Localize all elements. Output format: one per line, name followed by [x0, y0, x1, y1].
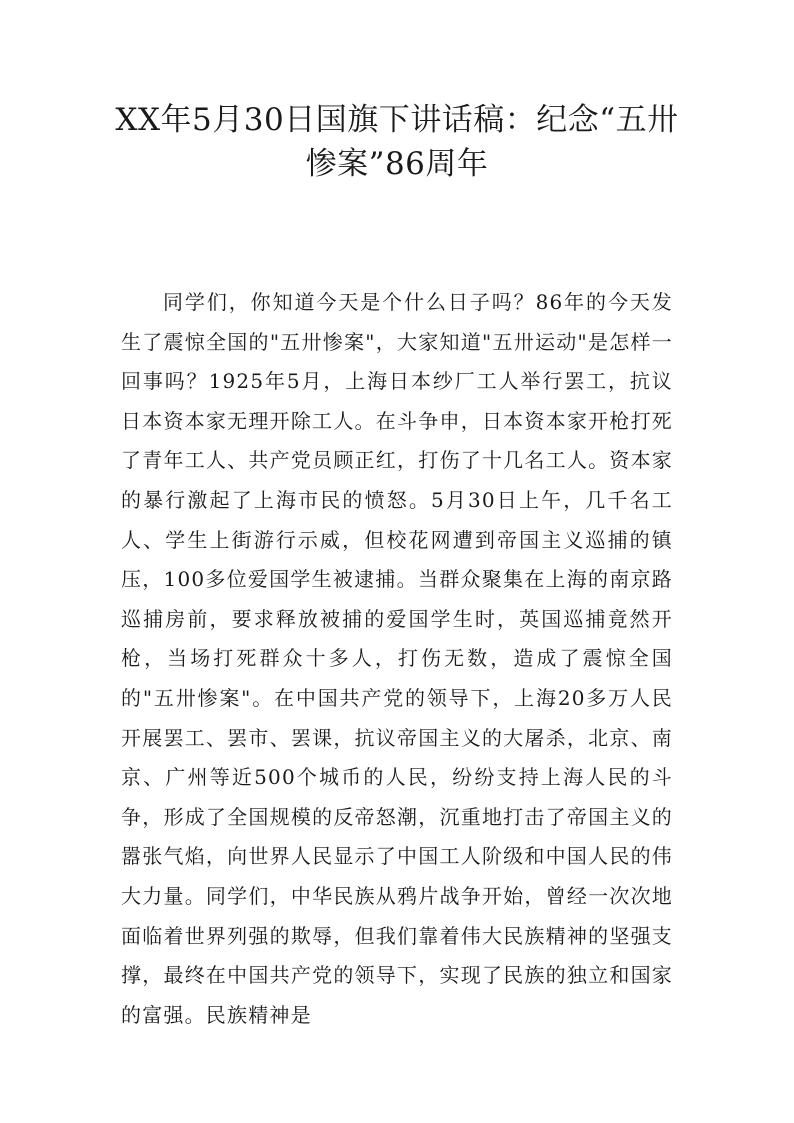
document-title: XX年5月30日国旗下讲话稿：纪念“五卅惨案”86周年: [115, 102, 679, 182]
body-paragraph: 同学们，你知道今天是个什么日子吗？86年的今天发生了震惊全国的"五卅惨案"，大家知道"五卅运动"是怎样一回事吗？1925年5月，上海日本纱厂工人举行罢工，抗议日本资本家无理开除工人。在斗争申，日本资本家开枪打死了青年工人、共产党员顾正红，打伤了十几名工人。资本家的暴行激起了上海市民的愤怒。5月30日上午，几千名工人、学生上街游行示威，但校花网遭到帝国主义巡捕的镇压，100多位爱国学生被逮捕。当群众聚集在上海的南京路巡捕房前，要求释放被捕的爱国学生时，英国巡捕竟然开枪，当场打死群众十多人，打伤无数，造成了震惊全国的"五卅惨案"。在中国共产党的领导下，上海20多万人民开展罢工、罢市、罢课，抗议帝国主义的大屠杀，北京、南京、广州等近500个城币的人民，纷纷支持上海人民的斗争，形成了全国规模的反帝怒潮，沉重地打击了帝国主义的嚣张气焰，向世界人民显示了中国工人阶级和中国人民的伟大力量。同学们，中华民族从鸦片战争开始，曾经一次次地面临着世界列强的欺辱，但我们靠着伟大民族精神的坚强支撑，最终在中国共产党的领导下，实现了民族的独立和国家的富强。民族精神是: [121, 290, 673, 1027]
